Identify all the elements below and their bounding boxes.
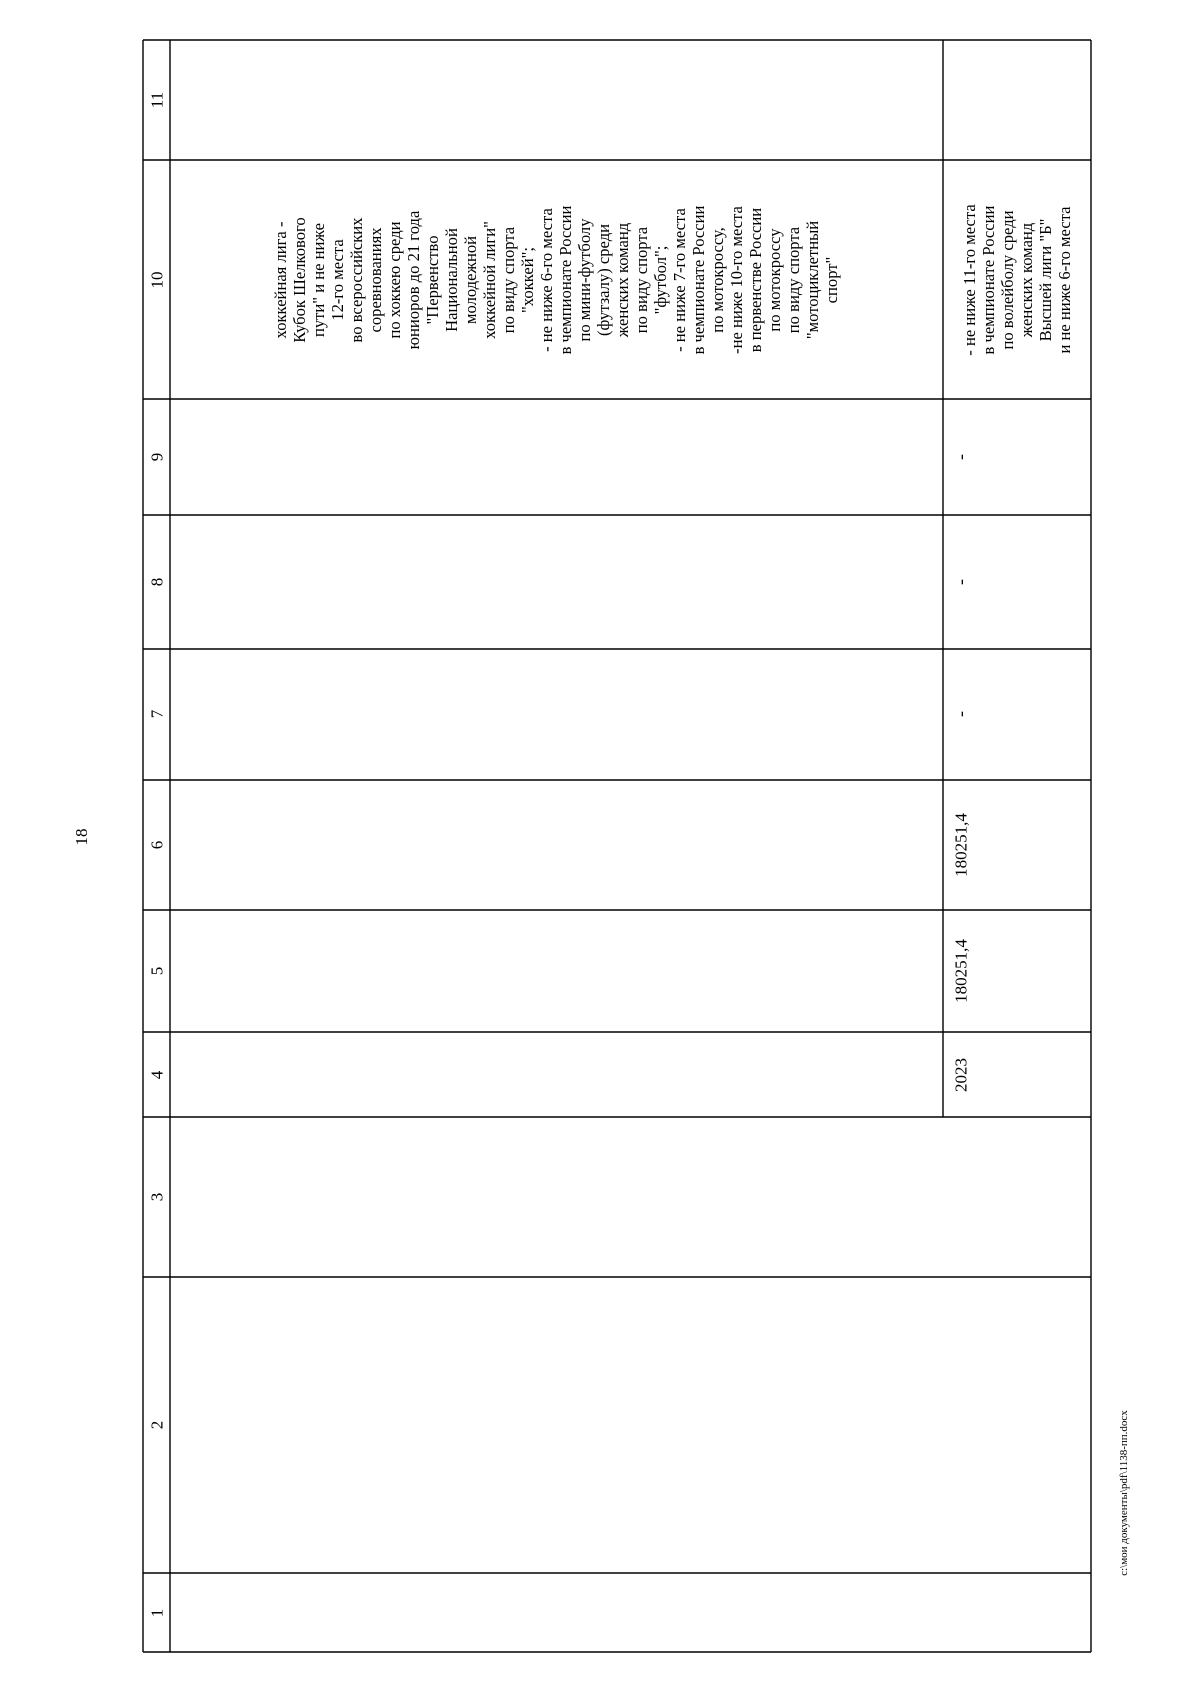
column-number-1: 1 [147,1608,167,1618]
column-number-5: 5 [147,966,167,976]
row2-col10-text: - не ниже 11-го места в чемпионате России по волейболу среди женских команд Высшей лиги "Б" и не ниже 6-го места [960,204,1074,356]
footer-file-path: c:\мои документы\pdf\1138-пп.docx [1118,1410,1130,1576]
row2-col6-value: 180251,4 [951,813,971,877]
column-number-6: 6 [147,840,167,850]
column-number-4: 4 [147,1070,167,1080]
column-number-11: 11 [147,91,167,109]
column-number-10: 10 [147,271,167,289]
column-number-8: 8 [147,577,167,587]
row2-col7-dash: - [950,711,971,717]
column-number-3: 3 [147,1192,167,1202]
row2-col5-value: 180251,4 [951,939,971,1003]
page-number: 18 [72,828,91,846]
row2-col8-dash: - [950,579,971,585]
column-number-9: 9 [147,452,167,462]
row2-col9-dash: - [950,454,971,460]
row2-col4-year: 2023 [951,1058,971,1092]
column-number-7: 7 [147,709,167,719]
row1-col10-text: хоккейная лига - Кубок Шелкового пути" и не ниже 12-го места во всероссийских соревнованиях по хоккею среди юниоров до 21 года "Первенство Национальной молодежной хоккейной лиги" по виду спорта "хоккей"; - не ниже 6-го места в чемпионате России по мини-футболу (футзалу) среди женских команд по виду спорта "футбол"; - не ниже 7-го места в чемпионате России по мотокроссу, -не ниже 10-го места в первенстве России по мотокроссу по виду спорта "мотоциклетный спорт" [271,205,841,355]
column-number-2: 2 [147,1420,167,1430]
